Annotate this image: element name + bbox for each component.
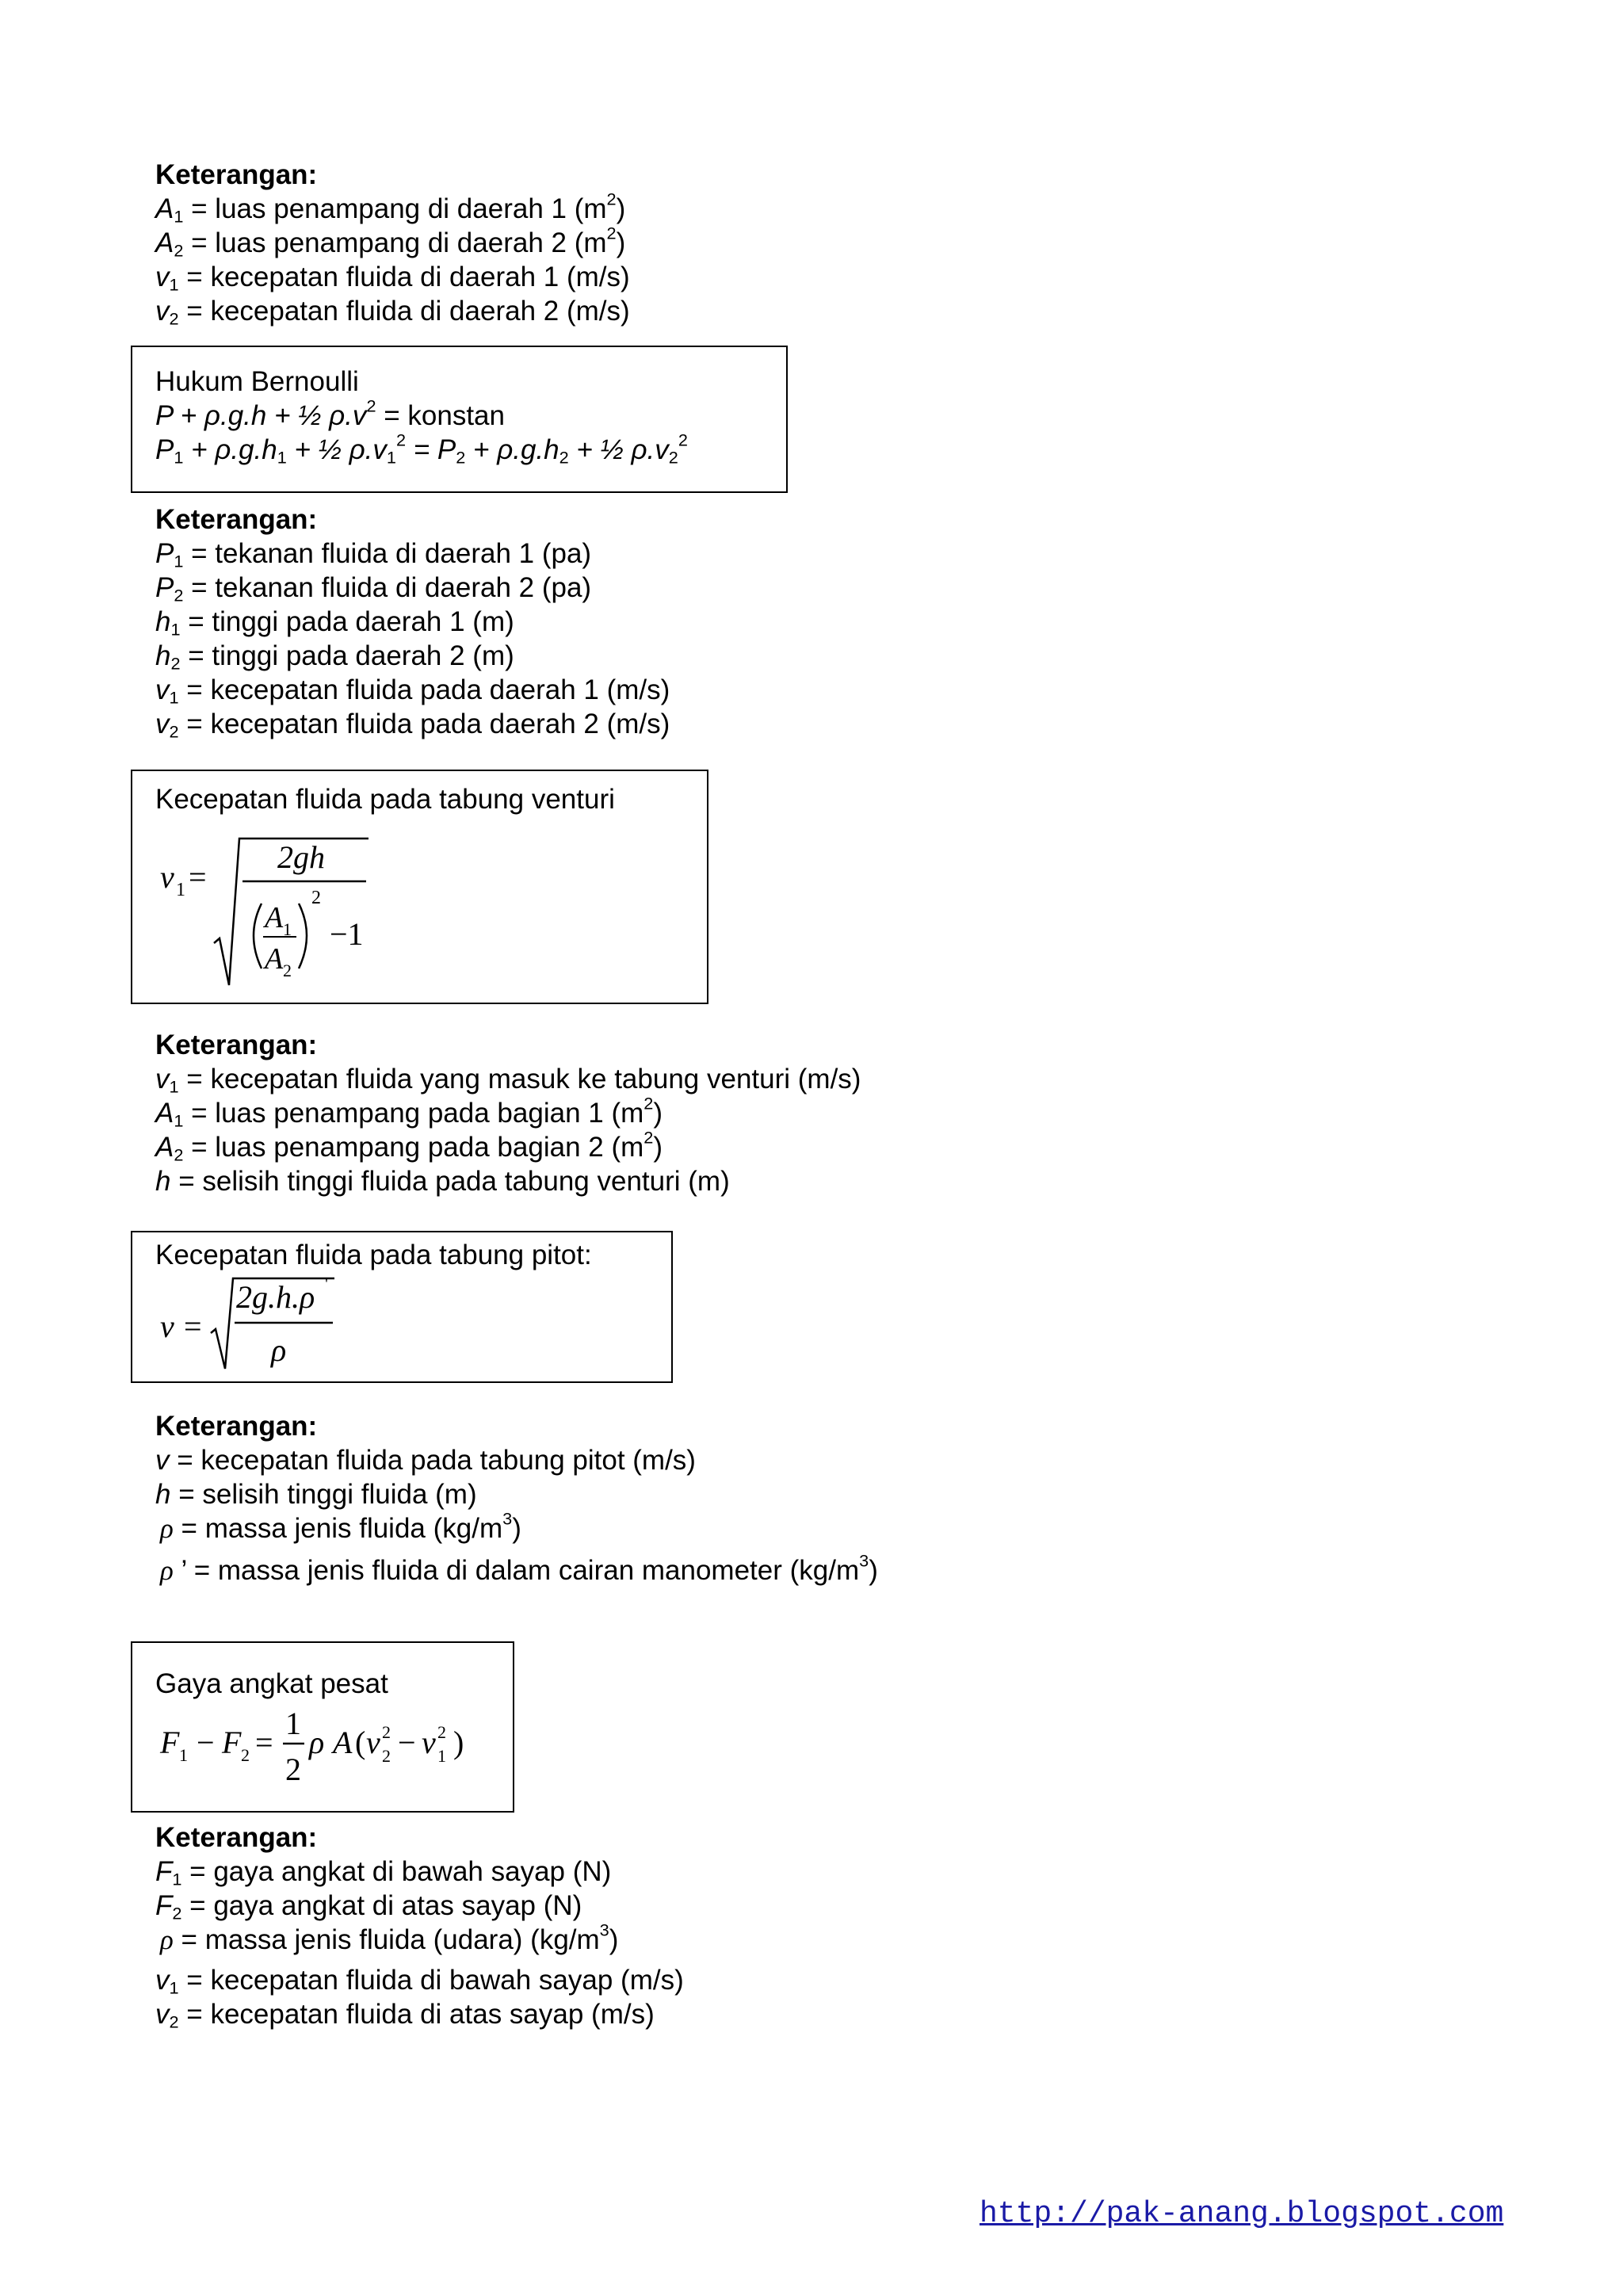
svg-text:v: v [366, 1725, 380, 1760]
svg-text:2: 2 [311, 888, 321, 908]
svg-text:1: 1 [179, 1745, 188, 1765]
footer-link[interactable]: http://pak-anang.blogspot.com [980, 2197, 1504, 2231]
lift-formula [151, 1700, 483, 1795]
bernoulli-title: Hukum Bernoulli [155, 366, 359, 397]
svg-text:F: F [222, 1725, 242, 1760]
svg-text:1: 1 [176, 880, 185, 900]
heading-keterangan-2: Keterangan: [155, 504, 318, 535]
list-item: $h_1$ = tinggi pada daerah 1 (m) [155, 606, 514, 640]
heading-keterangan-3: Keterangan: [155, 1030, 318, 1060]
svg-text:2: 2 [382, 1722, 391, 1742]
list-item: ρ = massa jenis fluida $(kg/m^3)$ [160, 1508, 521, 1544]
list-item: ρ = massa jenis fluida (udara) $(kg/m^3)$ [160, 1920, 619, 1955]
svg-text:=: = [255, 1725, 273, 1760]
list-item: $v_1$ = kecepatan fluida yang masuk ke tabung venturi (m/s) [155, 1064, 861, 1097]
list-item: v = kecepatan fluida pada tabung pitot (m/s) [155, 1445, 696, 1476]
list-item: $v_1$ = kecepatan fluida di daerah 1 (m/s) [155, 262, 630, 295]
svg-text:): ) [453, 1725, 464, 1760]
list-item: $P_1$ = tekanan fluida di daerah 1 (pa) [155, 538, 592, 571]
svg-text:−: − [197, 1725, 215, 1760]
venturi-title: Kecepatan fluida pada tabung venturi [155, 784, 615, 815]
list-item: $A_2$ = luas penampang pada bagian 2 $(m^2)$ [155, 1127, 663, 1165]
svg-text:2g.h.ρ: 2g.h.ρ [236, 1279, 315, 1315]
svg-text:2: 2 [241, 1745, 250, 1765]
list-item: $A_2$ = luas penampang di daerah 2 $(m^2)$ [155, 223, 626, 261]
list-item: $h_2$ = tinggi pada daerah 2 (m) [155, 640, 514, 674]
lift-title: Gaya angkat pesat [155, 1668, 388, 1699]
svg-text:2: 2 [382, 1746, 391, 1766]
svg-text:2: 2 [437, 1722, 446, 1742]
svg-text:ρ: ρ [271, 1332, 287, 1368]
list-item: $F_2$ = gaya angkat di atas sayap (N) [155, 1890, 582, 1924]
list-item: h = selisih tinggi fluida pada tabung venturi (m) [155, 1166, 730, 1197]
svg-text:F: F [160, 1725, 180, 1760]
svg-text:': ' [325, 1274, 328, 1293]
svg-text:(: ( [355, 1725, 366, 1760]
svg-text:v: v [160, 1308, 174, 1344]
list-item: $A_1$ = luas penampang pada bagian 1 $(m^2)$ [155, 1093, 663, 1131]
list-item: $v_2$ = kecepatan fluida di atas sayap (m/s) [155, 1999, 655, 2032]
venturi-formula [151, 824, 388, 991]
svg-text:v: v [160, 859, 174, 895]
list-item: h = selisih tinggi fluida (m) [155, 1479, 477, 1510]
svg-text:2: 2 [285, 1752, 301, 1787]
list-item: $A_1$ = luas penampang di daerah 1 $(m^2)$ [155, 189, 626, 227]
heading-keterangan-5: Keterangan: [155, 1822, 318, 1853]
svg-text:=: = [189, 859, 207, 895]
svg-text:2gh: 2gh [277, 839, 325, 875]
svg-text:A: A [265, 901, 284, 934]
svg-text:1: 1 [285, 1706, 301, 1741]
pitot-formula [151, 1272, 357, 1379]
list-item: $v_1$ = kecepatan fluida di bawah sayap (m/s) [155, 1965, 684, 1998]
list-item: ρ ’ = massa jenis fluida di dalam cairan manometer $(kg/m^3)$ [160, 1550, 878, 1586]
svg-text:2: 2 [283, 961, 292, 980]
heading-keterangan-4: Keterangan: [155, 1411, 318, 1442]
list-item: $v_2$ = kecepatan fluida pada daerah 2 (m/s) [155, 709, 670, 742]
svg-text:ρ: ρ [309, 1725, 325, 1760]
svg-text:=: = [184, 1308, 202, 1344]
svg-text:−: − [398, 1725, 416, 1760]
pitot-title: Kecepatan fluida pada tabung pitot: [155, 1240, 592, 1270]
list-item: $P_2$ = tekanan fluida di daerah 2 (pa) [155, 572, 592, 606]
bernoulli-equation-2: $P_1 + \rho.g.h_1$ + ½ $\rho.v_1^2 = P_2 + \rho.g.h_2$ + ½ $\rho.v_2^2$ [155, 430, 688, 468]
svg-text:1: 1 [437, 1746, 446, 1766]
bernoulli-equation-1: P + ρ.g.h + ½ $\rho.v^2$ = konstan [155, 395, 505, 431]
list-item: $F_1$ = gaya angkat di bawah sayap (N) [155, 1856, 612, 1889]
svg-text:−1: −1 [330, 916, 364, 952]
svg-text:A: A [265, 942, 284, 976]
heading-keterangan-1: Keterangan: [155, 159, 318, 190]
list-item: $v_2$ = kecepatan fluida di daerah 2 (m/s) [155, 296, 630, 329]
svg-text:v: v [422, 1725, 436, 1760]
svg-text:A: A [333, 1725, 353, 1760]
list-item: $v_1$ = kecepatan fluida pada daerah 1 (m/s) [155, 674, 670, 708]
svg-text:1: 1 [283, 919, 292, 939]
